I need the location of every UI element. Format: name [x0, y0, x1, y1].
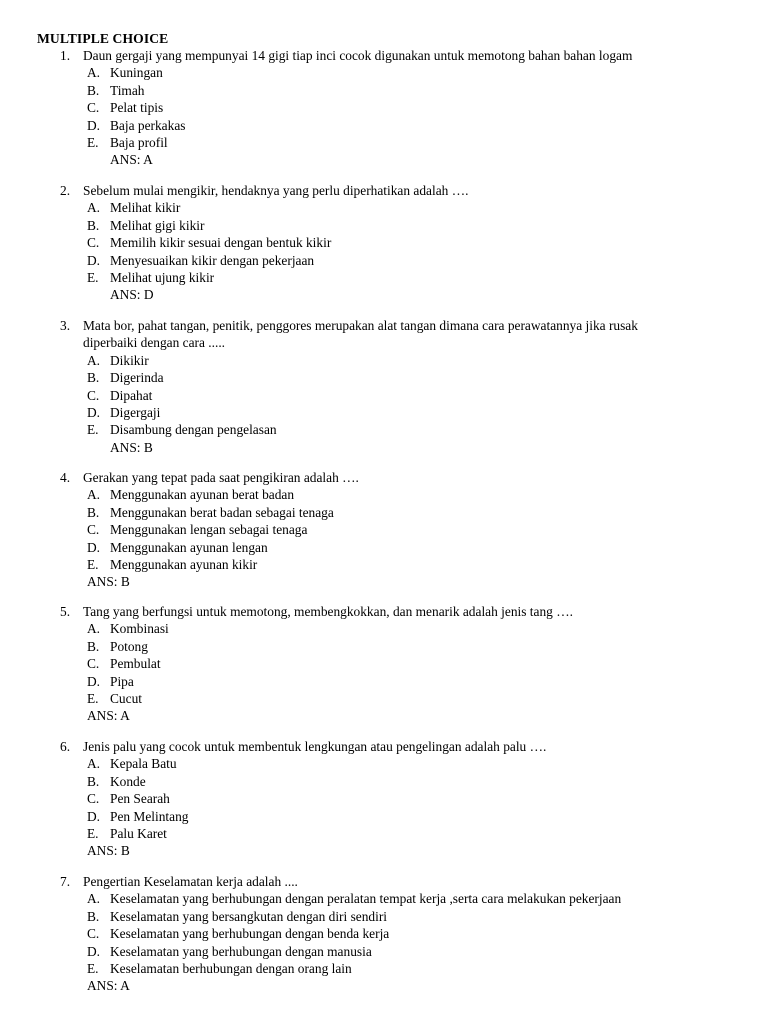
option-letter: C.: [87, 387, 100, 403]
option-text: Kepala Batu: [110, 756, 177, 772]
option-text: Keselamatan yang berhubungan dengan manusia: [110, 943, 372, 959]
option-text: Dikikir: [110, 352, 149, 368]
answer-text: ANS: A: [87, 978, 130, 994]
answer-text: ANS: A: [110, 152, 153, 168]
option-a: [0, 486, 768, 503]
option-letter: A.: [87, 756, 101, 772]
option-letter: C.: [87, 791, 100, 807]
question-text: Tang yang berfungsi untuk memotong, membengkokkan, dan menarik adalah jenis tang ….: [83, 604, 573, 619]
option-letter: D.: [87, 808, 101, 824]
option-a: [0, 64, 768, 81]
option-letter: A.: [87, 487, 101, 503]
option-letter: C.: [87, 926, 100, 942]
question-text: Pengertian Keselamatan kerja adalah ....: [83, 874, 298, 889]
question-number: 2.: [60, 183, 71, 198]
option-letter: D.: [87, 117, 101, 133]
option-c: [0, 99, 768, 116]
question-line: [0, 738, 768, 755]
option-text: Baja profil: [110, 134, 168, 150]
option-text: Keselamatan berhubungan dengan orang lain: [110, 960, 352, 976]
question-text: Daun gergaji yang mempunyai 14 gigi tiap inci cocok digunakan untuk memotong bahan bahan logam: [83, 48, 633, 63]
option-e: [0, 421, 768, 438]
option-text: Pen Melintang: [110, 808, 189, 824]
option-b: [0, 369, 768, 386]
option-text: Potong: [110, 638, 148, 654]
option-d: [0, 117, 768, 134]
option-e: [0, 134, 768, 151]
option-letter: A.: [87, 200, 101, 216]
question-text: Jenis palu yang cocok untuk membentuk lengkungan atau pengelingan adalah palu ….: [83, 739, 547, 754]
option-text: Keselamatan yang bersangkutan dengan diri sendiri: [110, 908, 388, 924]
option-letter: B.: [87, 217, 100, 233]
answer-text: ANS: B: [87, 843, 130, 859]
option-text: Menggunakan ayunan lengan: [110, 539, 268, 555]
option-text: Melihat kikir: [110, 200, 181, 216]
question-text: Mata bor, pahat tangan, penitik, penggores merupakan alat tangan dimana cara perawatannya jika rusak: [83, 318, 638, 333]
option-text: Baja perkakas: [110, 117, 186, 133]
option-e: [0, 825, 768, 842]
question-number: 5.: [60, 604, 71, 619]
option-c: [0, 925, 768, 942]
option-e: [0, 269, 768, 286]
option-c: [0, 234, 768, 251]
question-4: [0, 469, 768, 591]
option-letter: E.: [87, 825, 99, 841]
question-line: [0, 873, 768, 890]
option-text: Konde: [110, 773, 146, 789]
question-text: Gerakan yang tepat pada saat pengikiran adalah ….: [83, 470, 359, 485]
answer-text: ANS: B: [110, 439, 153, 455]
option-b: [0, 638, 768, 655]
question-number: 3.: [60, 318, 71, 333]
option-letter: C.: [87, 235, 100, 251]
question-text: diperbaiki dengan cara .....: [83, 335, 226, 351]
option-text: Menggunakan ayunan berat badan: [110, 487, 295, 503]
option-text: Pelat tipis: [110, 100, 164, 116]
answer-text: ANS: D: [110, 287, 154, 303]
option-text: Menggunakan ayunan kikir: [110, 556, 258, 572]
option-letter: A.: [87, 621, 101, 637]
option-letter: A.: [87, 891, 101, 907]
option-letter: E.: [87, 422, 99, 438]
answer-line: [0, 842, 768, 859]
option-letter: E.: [87, 269, 99, 285]
question-2: [0, 182, 768, 304]
question-number: 7.: [60, 874, 71, 889]
option-c: [0, 387, 768, 404]
option-letter: A.: [87, 352, 101, 368]
question-line: [0, 47, 768, 64]
option-text: Menyesuaikan kikir dengan pekerjaan: [110, 252, 315, 268]
question-1: [0, 47, 768, 169]
option-text: Timah: [110, 82, 145, 98]
question-text: Sebelum mulai mengikir, hendaknya yang perlu diperhatikan adalah ….: [83, 183, 469, 198]
answer-line: [0, 151, 768, 168]
option-d: [0, 252, 768, 269]
option-b: [0, 217, 768, 234]
question-6: [0, 738, 768, 860]
option-d: [0, 943, 768, 960]
option-a: [0, 199, 768, 216]
question-line: [0, 317, 768, 334]
option-b: [0, 504, 768, 521]
option-b: [0, 773, 768, 790]
question-5: [0, 603, 768, 725]
option-d: [0, 539, 768, 556]
question-3: [0, 317, 768, 456]
option-d: [0, 673, 768, 690]
option-b: [0, 908, 768, 925]
option-letter: E.: [87, 556, 99, 572]
question-line: [0, 182, 768, 199]
answer-line: [0, 439, 768, 456]
option-letter: A.: [87, 65, 101, 81]
answer-line: [0, 707, 768, 724]
option-text: Melihat gigi kikir: [110, 217, 205, 233]
page-heading: MULTIPLE CHOICE: [37, 31, 169, 46]
option-text: Disambung dengan pengelasan: [110, 422, 277, 438]
option-a: [0, 352, 768, 369]
question-line: [0, 469, 768, 486]
option-a: [0, 755, 768, 772]
option-letter: C.: [87, 656, 100, 672]
option-text: Digergaji: [110, 404, 161, 420]
question-7: [0, 873, 768, 995]
question-line-continued: [0, 334, 768, 351]
option-letter: E.: [87, 960, 99, 976]
option-letter: D.: [87, 943, 101, 959]
option-text: Melihat ujung kikir: [110, 269, 215, 285]
option-text: Menggunakan lengan sebagai tenaga: [110, 522, 308, 538]
option-e: [0, 690, 768, 707]
option-text: Palu Karet: [110, 825, 167, 841]
option-letter: E.: [87, 690, 99, 706]
option-text: Pembulat: [110, 656, 161, 672]
option-letter: E.: [87, 134, 99, 150]
answer-line: [0, 286, 768, 303]
option-a: [0, 890, 768, 907]
option-c: [0, 790, 768, 807]
option-c: [0, 655, 768, 672]
option-text: Menggunakan berat badan sebagai tenaga: [110, 504, 334, 520]
question-number: 4.: [60, 470, 71, 485]
option-d: [0, 404, 768, 421]
option-text: Kuningan: [110, 65, 163, 81]
option-d: [0, 808, 768, 825]
question-line: [0, 603, 768, 620]
option-text: Kombinasi: [110, 621, 169, 637]
option-e: [0, 556, 768, 573]
option-b: [0, 82, 768, 99]
option-text: Dipahat: [110, 387, 153, 403]
option-letter: B.: [87, 908, 100, 924]
option-letter: D.: [87, 673, 101, 689]
option-letter: D.: [87, 539, 101, 555]
option-letter: B.: [87, 638, 100, 654]
option-text: Cucut: [110, 690, 142, 706]
option-letter: B.: [87, 370, 100, 386]
option-a: [0, 620, 768, 637]
option-text: Pipa: [110, 673, 134, 689]
question-number: 1.: [60, 48, 71, 63]
option-letter: D.: [87, 404, 101, 420]
option-letter: C.: [87, 100, 100, 116]
option-letter: D.: [87, 252, 101, 268]
option-text: Keselamatan yang berhubungan dengan peralatan tempat kerja ,serta cara melakukan pekerjaan: [110, 891, 622, 907]
answer-text: ANS: B: [87, 574, 130, 590]
option-letter: B.: [87, 504, 100, 520]
question-number: 6.: [60, 739, 71, 754]
answer-line: [0, 573, 768, 590]
option-text: Memilih kikir sesuai dengan bentuk kikir: [110, 235, 332, 251]
option-letter: B.: [87, 82, 100, 98]
option-text: Digerinda: [110, 370, 164, 386]
option-text: Keselamatan yang berhubungan dengan benda kerja: [110, 926, 390, 942]
answer-text: ANS: A: [87, 708, 130, 724]
option-letter: B.: [87, 773, 100, 789]
answer-line: [0, 977, 768, 994]
option-text: Pen Searah: [110, 791, 170, 807]
option-e: [0, 960, 768, 977]
option-letter: C.: [87, 522, 100, 538]
option-c: [0, 521, 768, 538]
